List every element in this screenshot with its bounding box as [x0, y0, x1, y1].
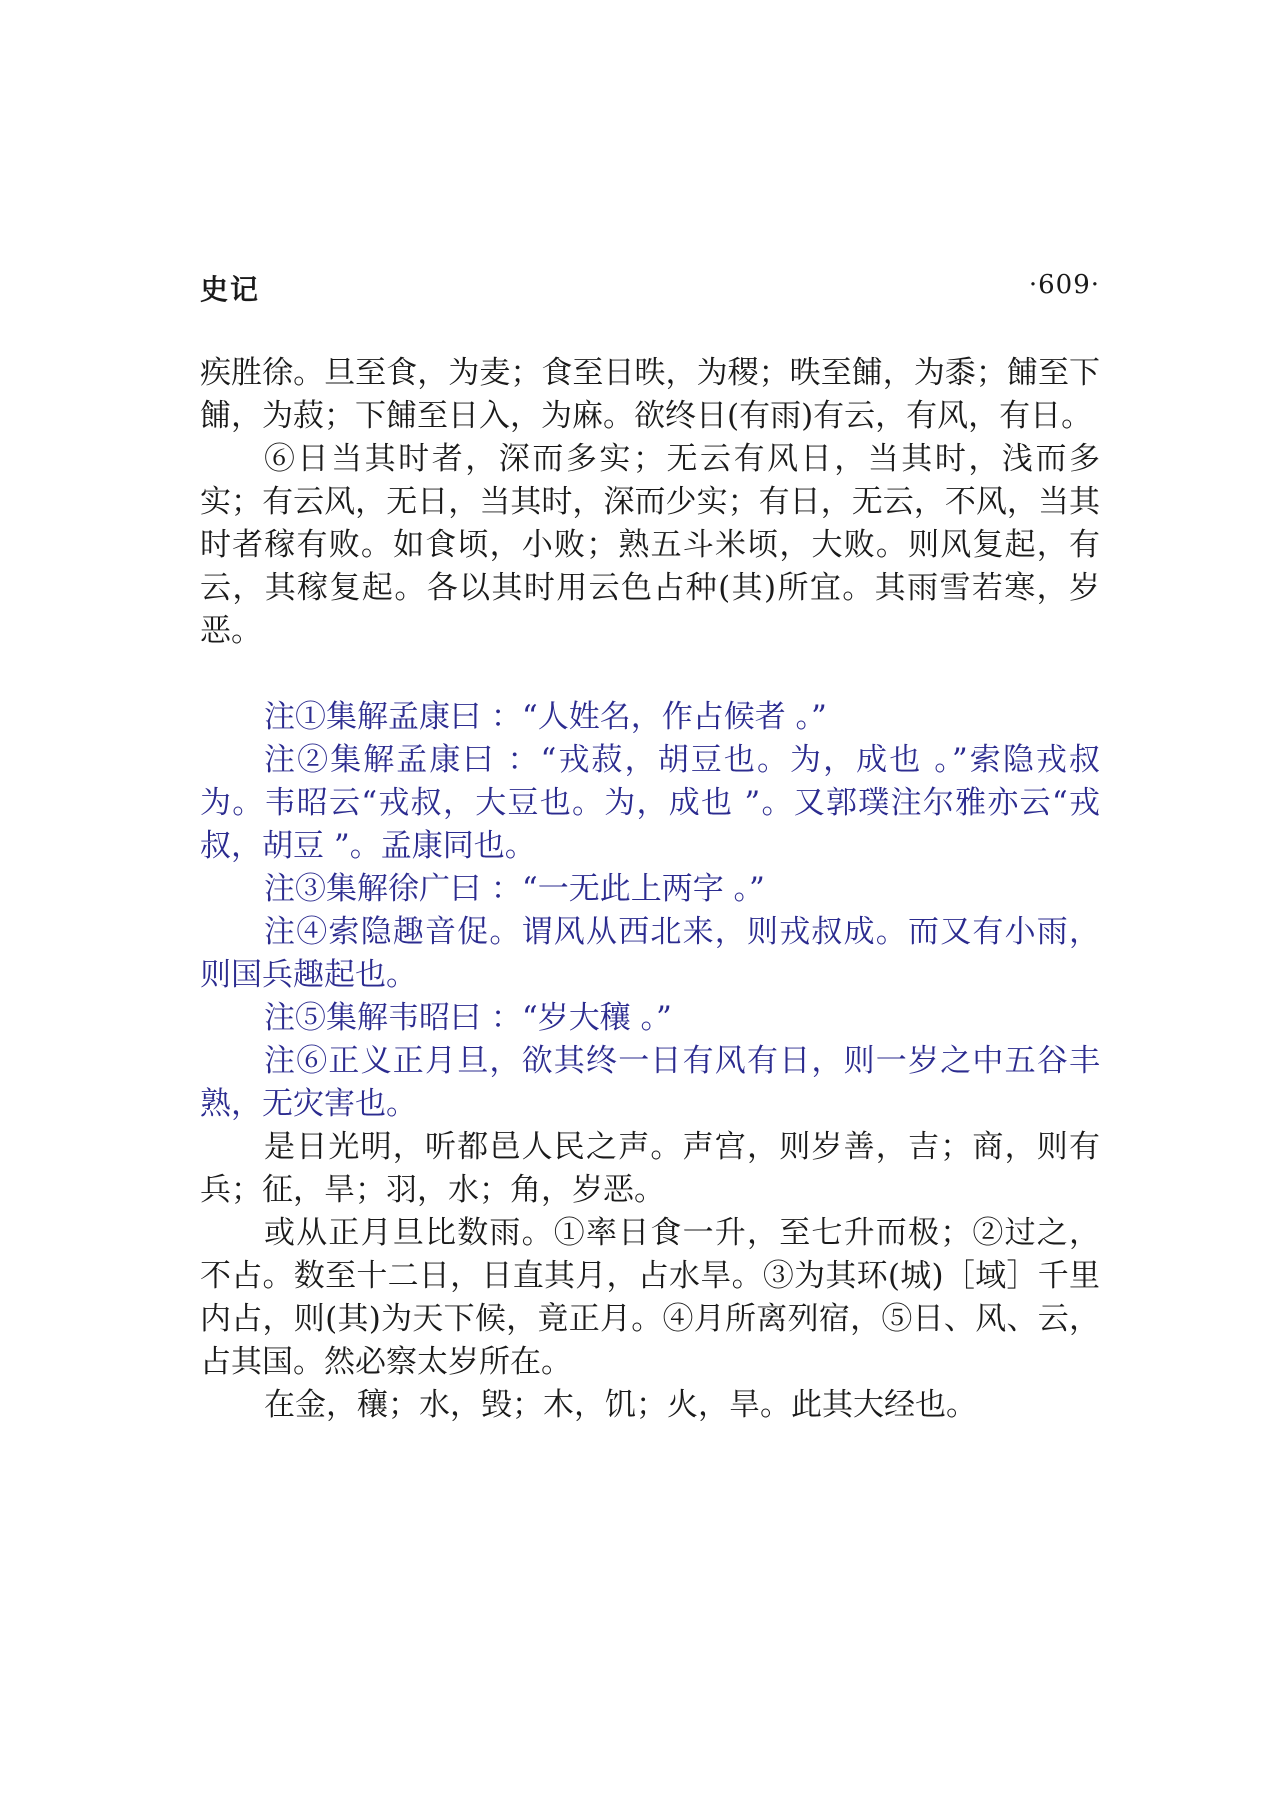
annotation-note: 注③集解徐广曰 ：“一无此上两字 。”: [264, 871, 765, 907]
running-head: [200, 268, 1100, 308]
page-number: ·609·: [1028, 270, 1100, 300]
body-paragraph: 是日光明，听都邑人民之声。声宫，则岁善，吉；商，则有兵；征，旱；羽，水；角，岁恶。: [200, 1129, 1100, 1208]
annotation-note: 注⑥正义正月旦，欲其终一日有风有日，则一岁之中五谷丰熟，无灾害也。: [200, 1043, 1100, 1122]
body-paragraph: ⑥日当其时者，深而多实；无云有风日，当其时，浅而多实；有云风，无日，当其时，深而少实；有日，无云，不风，当其时者稼有败。如食顷，小败；熟五斗米顷，大败。则风复起，有云，其稼复起。各以其时用云色占种(其)所宜。其雨雪若寒，岁恶。: [200, 441, 1100, 649]
annotation-note: 注①集解孟康曰 ：“人姓名，作占候者 。”: [264, 699, 827, 735]
annotation-note: 注②集解孟康曰 ：“戎菽，胡豆也。为，成也 。”索隐戎叔为。韦昭云“戎叔，大豆也。为，成也 ”。又郭璞注尔雅亦云“戎叔，胡豆 ”。孟康同也。: [200, 742, 1100, 864]
annotation-note: 注⑤集解韦昭曰 ：“岁大穰 。”: [264, 1000, 672, 1036]
body-paragraph: 疾胜徐。旦至食，为麦；食至日昳，为稷；昳至餔，为黍；餔至下餔，为菽；下餔至日入，为麻。欲终日(有雨)有云，有风，有日。: [200, 355, 1100, 434]
section-gap: [200, 653, 1100, 696]
book-title: 史记: [200, 273, 261, 306]
body-paragraph: 或从正月旦比数雨。①率日食一升，至七升而极；②过之，不占。数至十二日，日直其月，占水旱。③为其环(城)［域］千里内占，则(其)为天下候，竟正月。④月所离列宿，⑤日、风、云，占其国。然必察太岁所在。: [200, 1215, 1100, 1380]
page-body: [200, 352, 1100, 1427]
body-paragraph: 在金，穰；水，毁；木，饥；火，旱。此其大经也。: [264, 1387, 977, 1423]
annotation-note: 注④索隐趣音促。谓风从西北来，则戎叔成。而又有小雨，则国兵趣起也。: [200, 914, 1100, 993]
